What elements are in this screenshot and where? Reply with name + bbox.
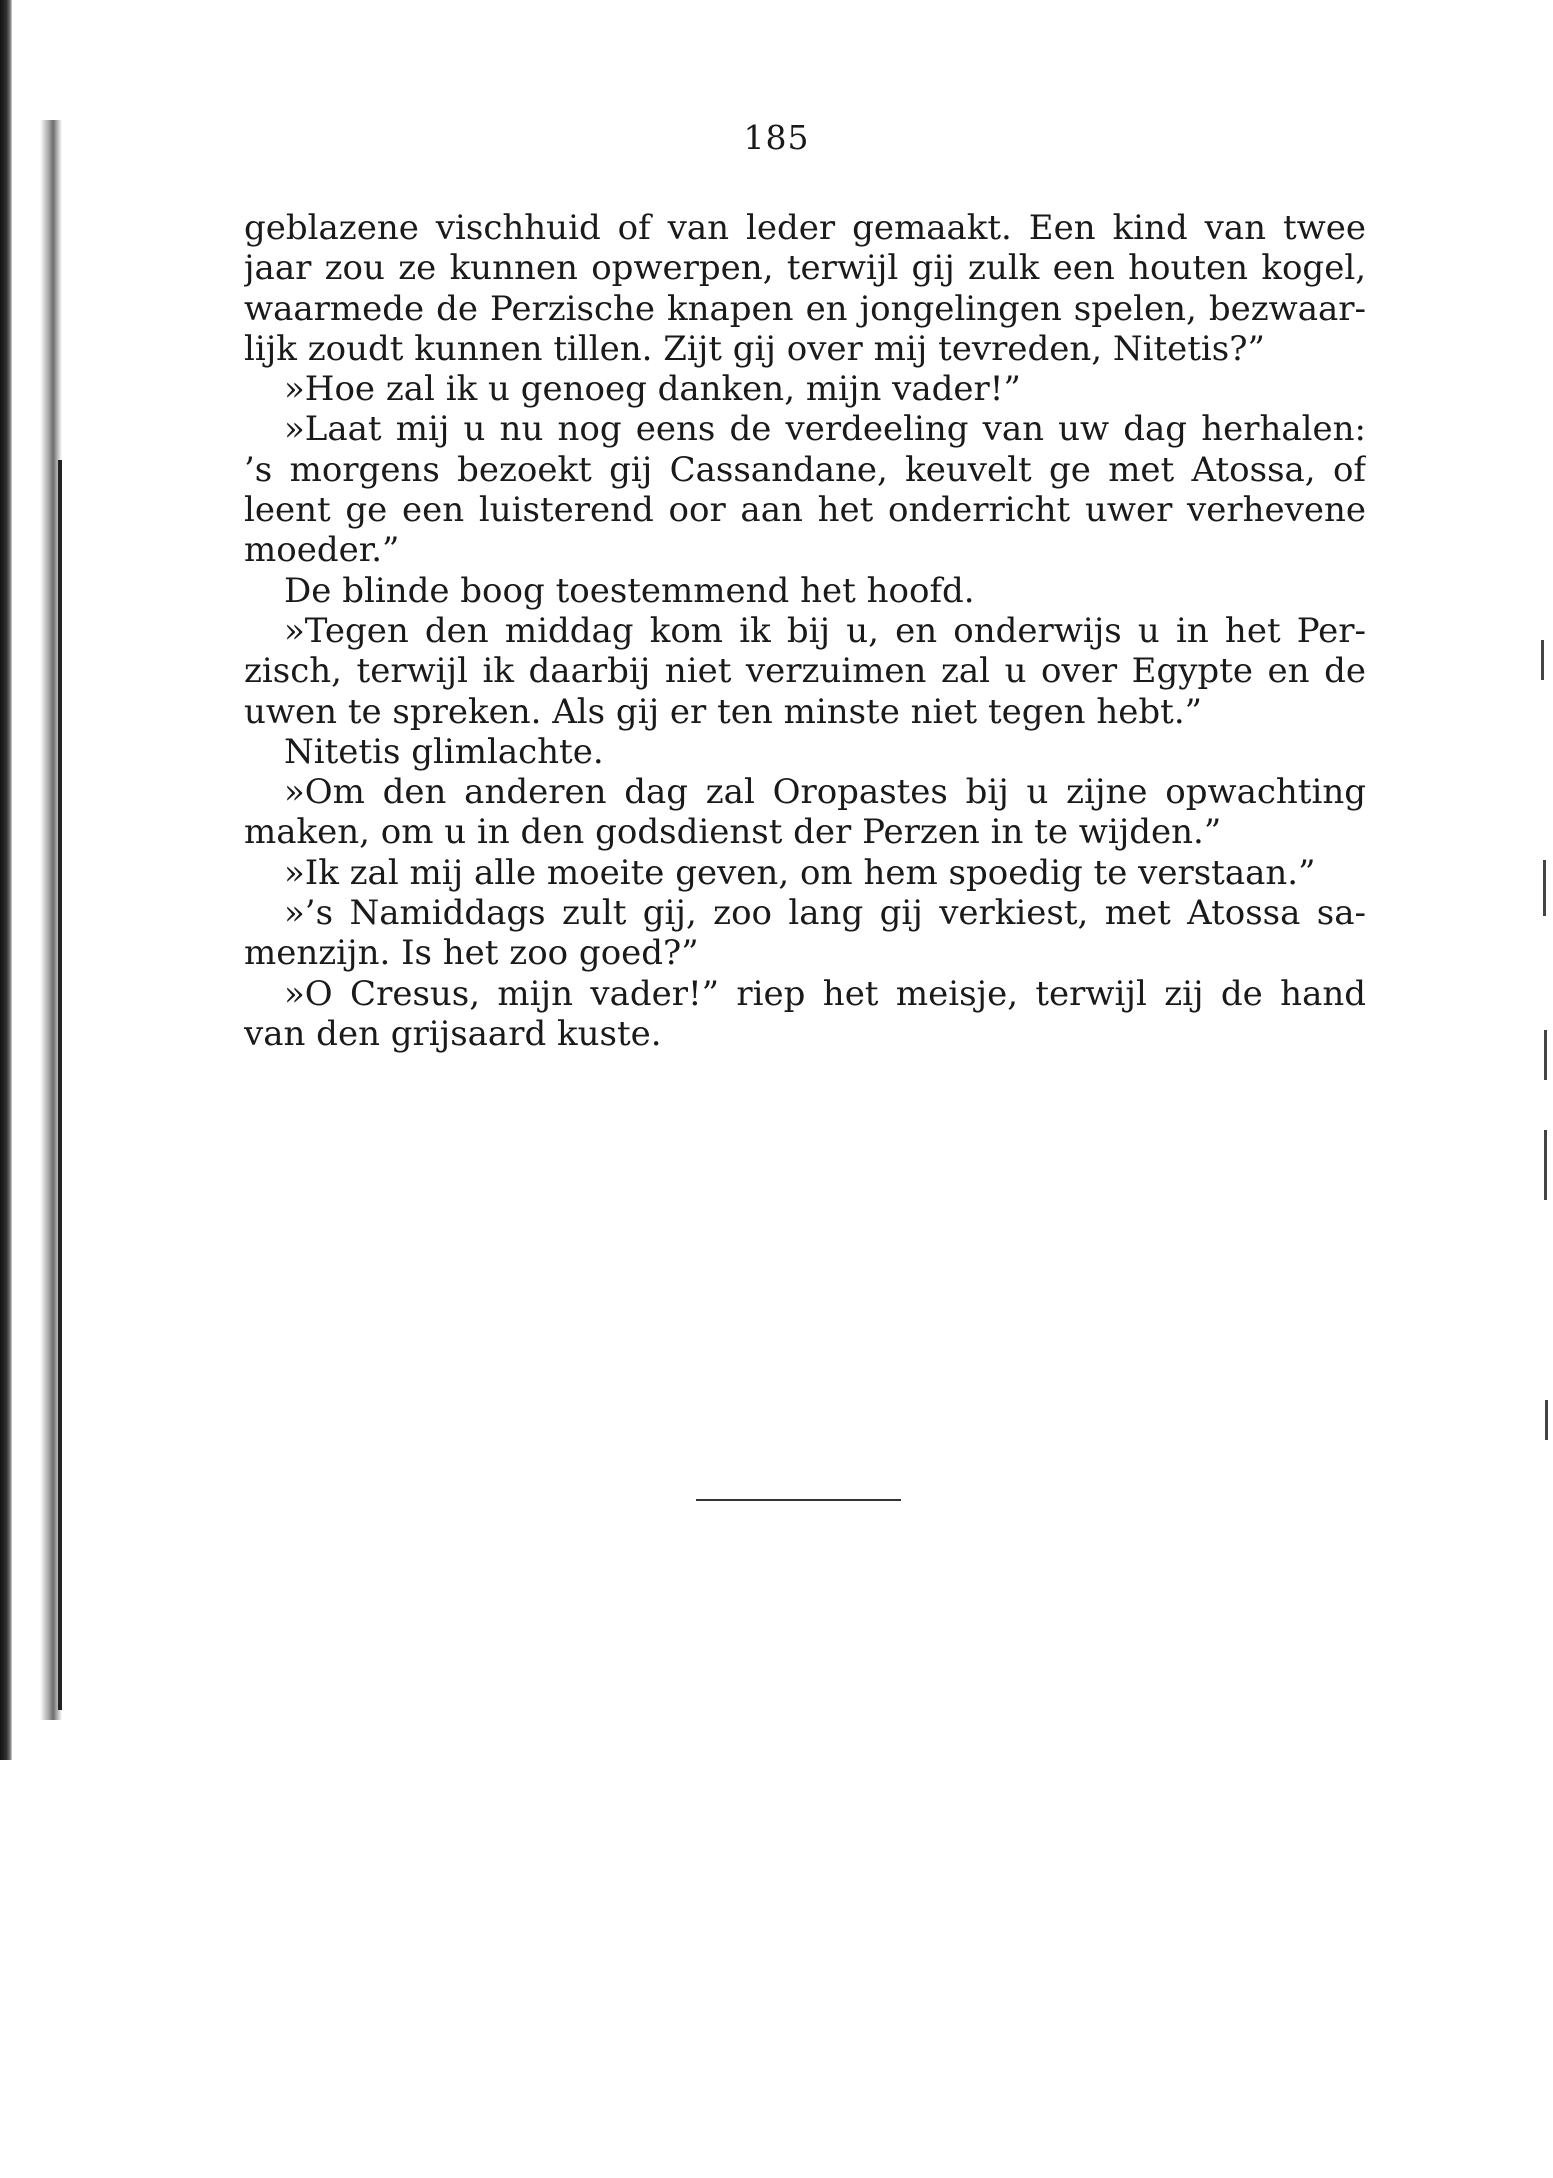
text-line: leent ge een luisterend oor aan het onderricht uwer verhevene [244,490,1366,531]
scan-speck [1541,640,1544,680]
separator-rule [696,1499,901,1501]
text-line: uwen te spreken. Als gij er ten minste niet tegen hebt.” [244,691,1203,732]
text-line: jaar zou ze kunnen opwerpen, terwijl gij zulk een houten kogel, [244,248,1366,289]
text-line: moeder.” [244,530,400,571]
text-line: »Om den anderen dag zal Oropastes bij u zijne opwachting [284,772,1366,813]
text-line: zisch, terwijl ik daarbij niet verzuimen zal u over Egypte en de [244,651,1366,692]
text-line: lijk zoudt kunnen tillen. Zijt gij over mij tevreden, Nitetis?” [244,328,1265,369]
text-line: »Tegen den middag kom ik bij u, en onderwijs u in het Per- [284,610,1366,651]
scan-speck [1544,1030,1547,1080]
scan-speck [1545,1400,1548,1440]
text-line: »O Cresus, mijn vader!” riep het meisje, terwijl zij de hand [284,973,1366,1014]
text-line: menzijn. Is het zoo goed?” [244,933,699,974]
text-line: De blinde boog toestemmend het hoofd. [284,570,975,611]
text-line: Nitetis glimlachte. [284,731,604,772]
text-line: geblazene vischhuid of van leder gemaakt. Een kind van twee [244,208,1366,248]
binding-edge [0,0,12,1760]
text-line: van den grijsaard kuste. [244,1013,662,1054]
text-line: maken, om u in den godsdienst der Perzen in te wijden.” [244,812,1222,853]
text-line: »Hoe zal ik u genoeg danken, mijn vader!” [284,369,1021,410]
text-line: waarmede de Perzische knapen en jongelingen spelen, bezwaar- [244,288,1366,329]
body-text [244,208,1366,1054]
text-line: »Ik zal mij alle moeite geven, om hem spoedig te verstaan.” [284,852,1316,893]
text-line: »Laat mij u nu nog eens de verdeeling van uw dag herhalen: [284,409,1366,450]
text-line: ’s morgens bezoekt gij Cassandane, keuvelt ge met Atossa, of [244,449,1366,490]
text-line: »’s Namiddags zult gij, zoo lang gij verkiest, met Atossa sa- [284,893,1366,934]
scan-speck [1544,1130,1547,1200]
scan-speck [1543,860,1546,916]
page-number: 185 [743,118,810,157]
binding-line [58,460,62,1710]
